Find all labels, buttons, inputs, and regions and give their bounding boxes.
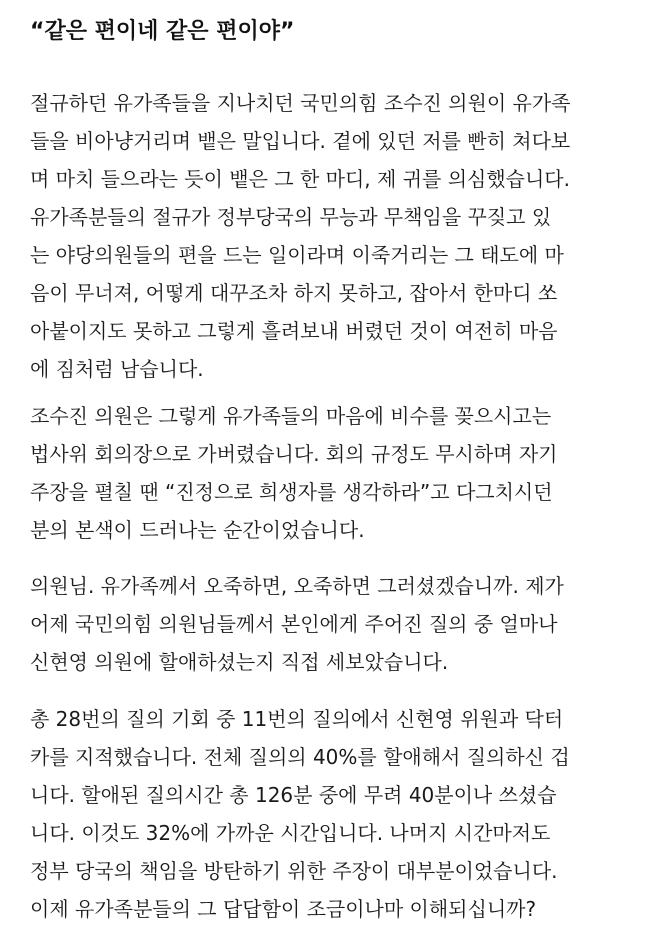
text-line: 절규하던 유가족들을 지나치던 국민의힘 조수진 의원이 유가족 bbox=[30, 91, 571, 115]
text-line: 이제 유가족분들의 그 답답함이 조금이나마 이해되십니까? bbox=[30, 897, 537, 921]
text-line: 음이 무너져, 어떻게 대꾸조차 하지 못하고, 잡아서 한마디 쏘 bbox=[30, 281, 558, 305]
paragraph-3 bbox=[30, 567, 640, 681]
text-line: 는 야당의원들의 편을 드는 일이라며 이죽거리는 그 태도에 마 bbox=[30, 243, 564, 267]
text-line: 의원님. 유가족께서 오죽하면, 오죽하면 그러셨겠습니까. 제가 bbox=[30, 574, 564, 598]
text-line: 분의 본색이 드러나는 순간이었습니다. bbox=[30, 518, 365, 542]
text-line: 아붙이지도 못하고 그렇게 흘려보내 버렸던 것이 여전히 마음 bbox=[30, 319, 558, 343]
text-line: 에 짐처럼 남습니다. bbox=[30, 357, 204, 381]
text-line: 법사위 회의장으로 가버렸습니다. 회의 규정도 무시하며 자기 bbox=[30, 442, 558, 466]
paragraph-2 bbox=[30, 397, 640, 549]
text-line: 조수진 의원은 그렇게 유가족들의 마음에 비수를 꽂으시고는 bbox=[30, 404, 552, 428]
text-line: 니다. 할애된 질의시간 총 126분 중에 무려 40분이나 쓰셨습 bbox=[30, 783, 557, 807]
text-line: 신현영 의원에 할애하셨는지 직접 세보았습니다. bbox=[30, 650, 449, 674]
text-line: 며 마치 들으라는 듯이 뱉은 그 한 마디, 제 귀를 의심했습니다. bbox=[30, 167, 570, 191]
text-line: 어제 국민의힘 의원님들께서 본인에게 주어진 질의 중 얼마나 bbox=[30, 612, 558, 636]
text-line: 유가족분들의 절규가 정부당국의 무능과 무책임을 꾸짖고 있 bbox=[30, 205, 552, 229]
text-line: 정부 당국의 책임을 방탄하기 위한 주장이 대부분이었습니다. bbox=[30, 859, 558, 883]
text-line: 총 28번의 질의 기회 중 11번의 질의에서 신현영 위원과 닥터 bbox=[30, 707, 564, 731]
paragraph-4 bbox=[30, 700, 640, 928]
text-line: 들을 비아냥거리며 뱉은 말입니다. 곁에 있던 저를 빤히 쳐다보 bbox=[30, 129, 571, 153]
paragraph-1 bbox=[30, 84, 640, 388]
article-title: “같은 편이네 같은 편이야” bbox=[30, 19, 295, 44]
text-line: 니다. 이것도 32%에 가까운 시간입니다. 나머지 시간마저도 bbox=[30, 821, 551, 845]
text-line: 주장을 펼칠 땐 “진정으로 희생자를 생각하라”고 다그치시던 bbox=[30, 480, 553, 504]
text-line: 카를 지적했습니다. 전체 질의의 40%를 할애해서 질의하신 겁 bbox=[30, 745, 570, 769]
